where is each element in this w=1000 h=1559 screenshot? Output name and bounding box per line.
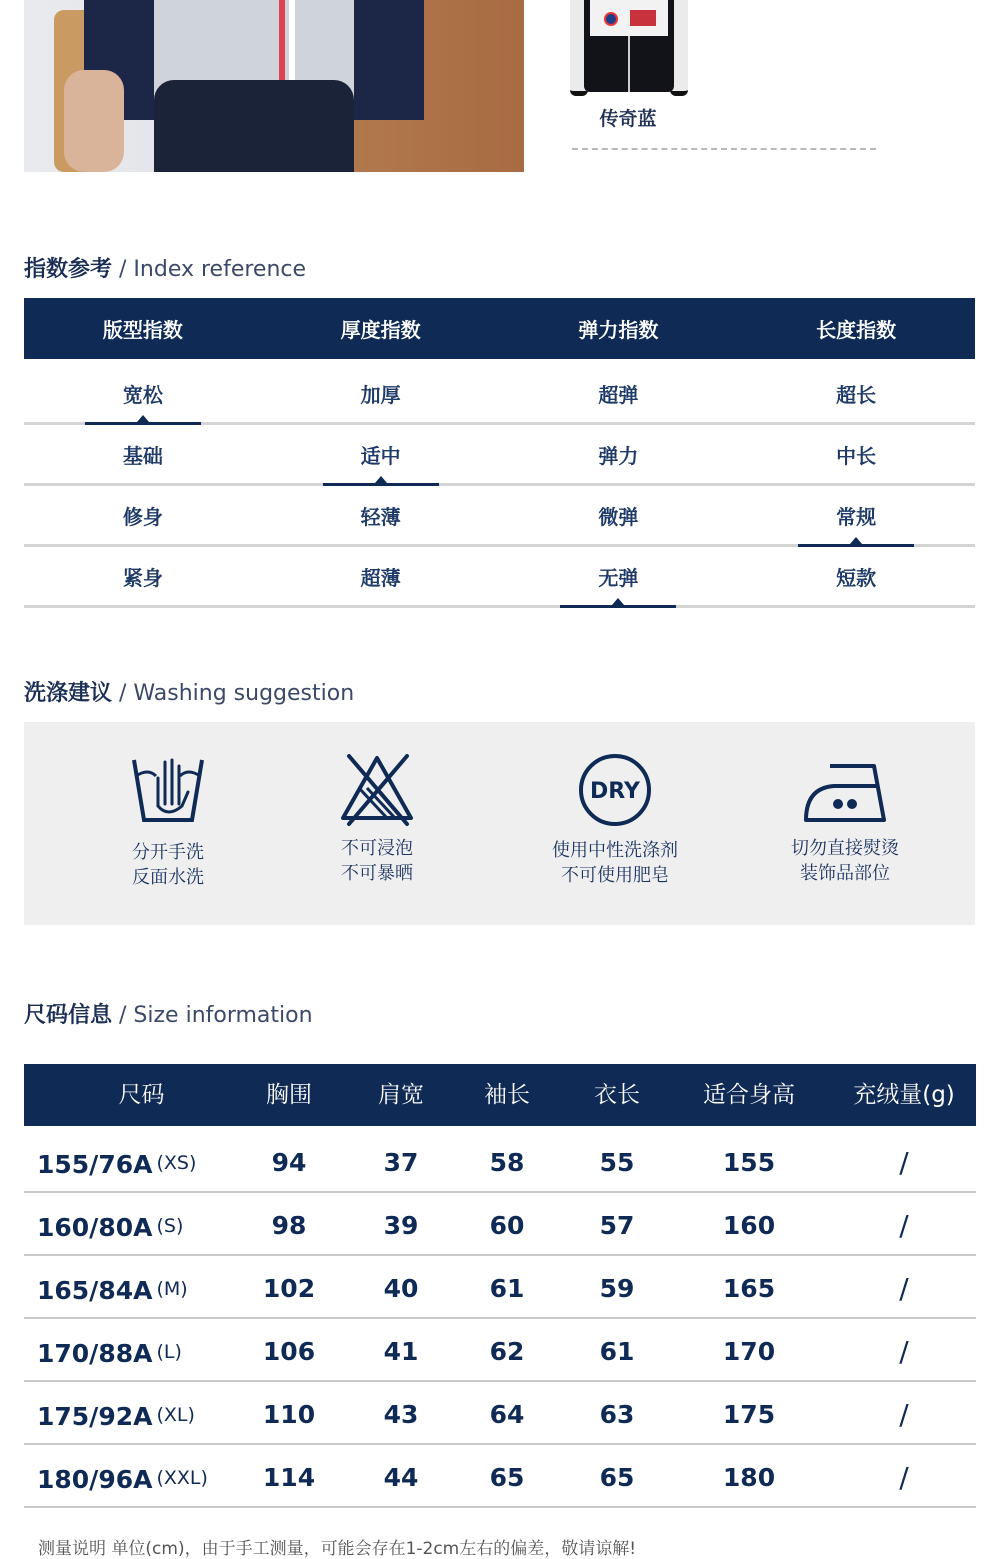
index-row <box>24 364 975 425</box>
header-shoulder: 肩宽 <box>378 1082 424 1108</box>
wash-text-line: 不可暴晒 <box>341 863 413 884</box>
header-fit: 版型指数 <box>102 318 183 342</box>
index-row <box>24 486 975 547</box>
size-tag: (S) <box>156 1215 184 1237</box>
fill-cell: / <box>899 1146 909 1179</box>
size-value: 160/80A <box>37 1213 153 1242</box>
swatch-badge <box>604 12 618 26</box>
header-fill: 充绒量(g) <box>853 1082 955 1108</box>
index-cell: 宽松 <box>24 364 262 422</box>
chest-cell: 114 <box>262 1463 316 1492</box>
size-cell <box>37 1319 182 1382</box>
wash-text-line: 切勿直接熨烫 <box>791 838 899 859</box>
index-reference-title-cn: 指数参考 <box>24 257 113 282</box>
index-cell: 常规 <box>737 486 975 544</box>
size-value: 180/96A <box>37 1465 153 1494</box>
height-cell: 165 <box>722 1274 776 1303</box>
size-value: 155/76A <box>37 1150 153 1179</box>
washing-title-en: Washing suggestion <box>133 681 355 706</box>
index-cell: 加厚 <box>360 382 401 407</box>
index-cell: 中长 <box>836 443 877 468</box>
wash-text-line: 使用中性洗涤剂 <box>552 840 678 861</box>
wash-text-line: 不可浸泡 <box>341 838 413 859</box>
shoulder-cell: 37 <box>383 1148 419 1177</box>
size-info-title-en: Size information <box>133 1003 313 1028</box>
wash-text-line: 反面水洗 <box>132 867 204 888</box>
size-cell <box>37 1193 183 1256</box>
header-elasticity: 弹力指数 <box>578 318 659 342</box>
index-cell: 适中 <box>262 425 500 483</box>
hand-wash-icon <box>128 752 208 826</box>
dotted-divider <box>572 148 876 150</box>
fill-cell: / <box>899 1335 909 1368</box>
sleeve-cell: 62 <box>489 1337 525 1366</box>
title-separator: / <box>112 681 134 706</box>
fill-cell: / <box>899 1272 909 1305</box>
swatch-zip <box>628 36 630 92</box>
index-cell: 基础 <box>122 443 163 468</box>
length-cell: 55 <box>599 1148 635 1177</box>
index-cell: 轻薄 <box>360 504 401 529</box>
size-tag: (XXL) <box>156 1467 208 1489</box>
size-cell <box>37 1382 195 1445</box>
wash-text-line: 不可使用肥皂 <box>561 865 669 886</box>
height-cell: 160 <box>722 1211 776 1240</box>
index-cell: 微弹 <box>598 504 639 529</box>
vest-right-graphic <box>354 0 424 120</box>
sleeve-cell: 58 <box>489 1148 525 1177</box>
fill-cell: / <box>899 1461 909 1494</box>
index-cell: 修身 <box>122 504 163 529</box>
table-row <box>24 1319 976 1382</box>
shoulder-cell: 43 <box>383 1400 419 1429</box>
header-size: 尺码 <box>118 1082 165 1108</box>
length-cell: 65 <box>599 1463 635 1492</box>
chest-cell: 110 <box>262 1400 316 1429</box>
index-reference-title <box>24 252 306 283</box>
iron-icon <box>800 752 890 828</box>
length-cell: 61 <box>599 1337 635 1366</box>
sleeve-cell: 61 <box>489 1274 525 1303</box>
color-name: 传奇蓝 <box>599 108 657 130</box>
fill-cell: / <box>899 1398 909 1431</box>
washing-panel <box>24 722 975 925</box>
table-row <box>24 1256 976 1319</box>
height-cell: 170 <box>722 1337 776 1366</box>
wash-text-line: 分开手洗 <box>132 842 204 863</box>
length-cell: 63 <box>599 1400 635 1429</box>
table-row <box>24 1193 976 1256</box>
no-bleach-icon <box>337 752 417 826</box>
index-row <box>24 547 975 608</box>
chest-cell: 94 <box>271 1148 307 1177</box>
dry-icon <box>575 752 655 828</box>
index-row <box>24 425 975 486</box>
size-value: 170/88A <box>37 1339 153 1368</box>
index-table-header <box>24 298 975 359</box>
washing-title <box>24 676 354 707</box>
swatch-chest <box>590 0 668 36</box>
wash-item <box>267 752 487 886</box>
wash-text-line: 装饰品部位 <box>800 863 890 884</box>
chest-cell: 102 <box>262 1274 316 1303</box>
header-chest: 胸围 <box>266 1082 312 1108</box>
table-row <box>24 1130 976 1193</box>
wash-item <box>58 752 278 890</box>
title-separator: / <box>112 1003 134 1028</box>
dry-label: DRY <box>590 779 640 804</box>
shoulder-cell: 44 <box>383 1463 419 1492</box>
chest-cell: 98 <box>271 1211 307 1240</box>
size-info-title-cn: 尺码信息 <box>24 1003 113 1028</box>
index-cell: 超弹 <box>598 382 639 407</box>
measurement-note: 测量说明 单位(cm)，由于手工测量，可能会存在1-2cm左右的偏差，敬请谅解! <box>38 1539 637 1559</box>
color-swatch-jacket[interactable] <box>570 0 688 98</box>
washing-title-cn: 洗涤建议 <box>24 681 113 706</box>
sleeve-cell: 60 <box>489 1211 525 1240</box>
size-table-header <box>24 1064 976 1126</box>
height-cell: 155 <box>722 1148 776 1177</box>
fill-cell: / <box>899 1209 909 1242</box>
size-tag: (L) <box>156 1341 182 1363</box>
index-cell: 短款 <box>836 565 877 590</box>
shoulder-cell: 40 <box>383 1274 419 1303</box>
index-cell: 超长 <box>836 382 877 407</box>
size-info-title <box>24 998 313 1029</box>
pants-graphic <box>154 80 354 172</box>
index-reference-title-en: Index reference <box>133 257 307 282</box>
sleeve-cell: 64 <box>489 1400 525 1429</box>
size-value: 175/92A <box>37 1402 153 1431</box>
shoulder-cell: 39 <box>383 1211 419 1240</box>
sleeve-cell: 65 <box>489 1463 525 1492</box>
table-row <box>24 1445 976 1508</box>
size-tag: (XS) <box>156 1152 197 1174</box>
index-cell: 超薄 <box>360 565 401 590</box>
title-separator: / <box>112 257 134 282</box>
swatch-patch <box>630 10 656 26</box>
size-cell <box>37 1445 208 1508</box>
height-cell: 180 <box>722 1463 776 1492</box>
product-photo <box>24 0 524 172</box>
table-row <box>24 1382 976 1445</box>
height-cell: 175 <box>722 1400 776 1429</box>
size-cell <box>37 1130 196 1193</box>
shoulder-cell: 41 <box>383 1337 419 1366</box>
header-thickness: 厚度指数 <box>340 318 421 342</box>
header-length: 长度指数 <box>816 318 897 342</box>
index-cell: 紧身 <box>122 565 163 590</box>
chest-cell: 106 <box>262 1337 316 1366</box>
header-sleeve: 袖长 <box>484 1082 530 1108</box>
header-length: 衣长 <box>594 1082 640 1108</box>
wash-item <box>505 752 725 888</box>
size-tag: (M) <box>156 1278 188 1300</box>
index-cell: 弹力 <box>598 443 639 468</box>
size-tag: (XL) <box>156 1404 195 1426</box>
header-height: 适合身高 <box>703 1082 795 1108</box>
hand-graphic <box>64 70 124 172</box>
length-cell: 59 <box>599 1274 635 1303</box>
length-cell: 57 <box>599 1211 635 1240</box>
size-value: 165/84A <box>37 1276 153 1305</box>
size-cell <box>37 1256 188 1319</box>
wash-item <box>735 752 955 886</box>
index-cell: 无弹 <box>500 547 738 605</box>
